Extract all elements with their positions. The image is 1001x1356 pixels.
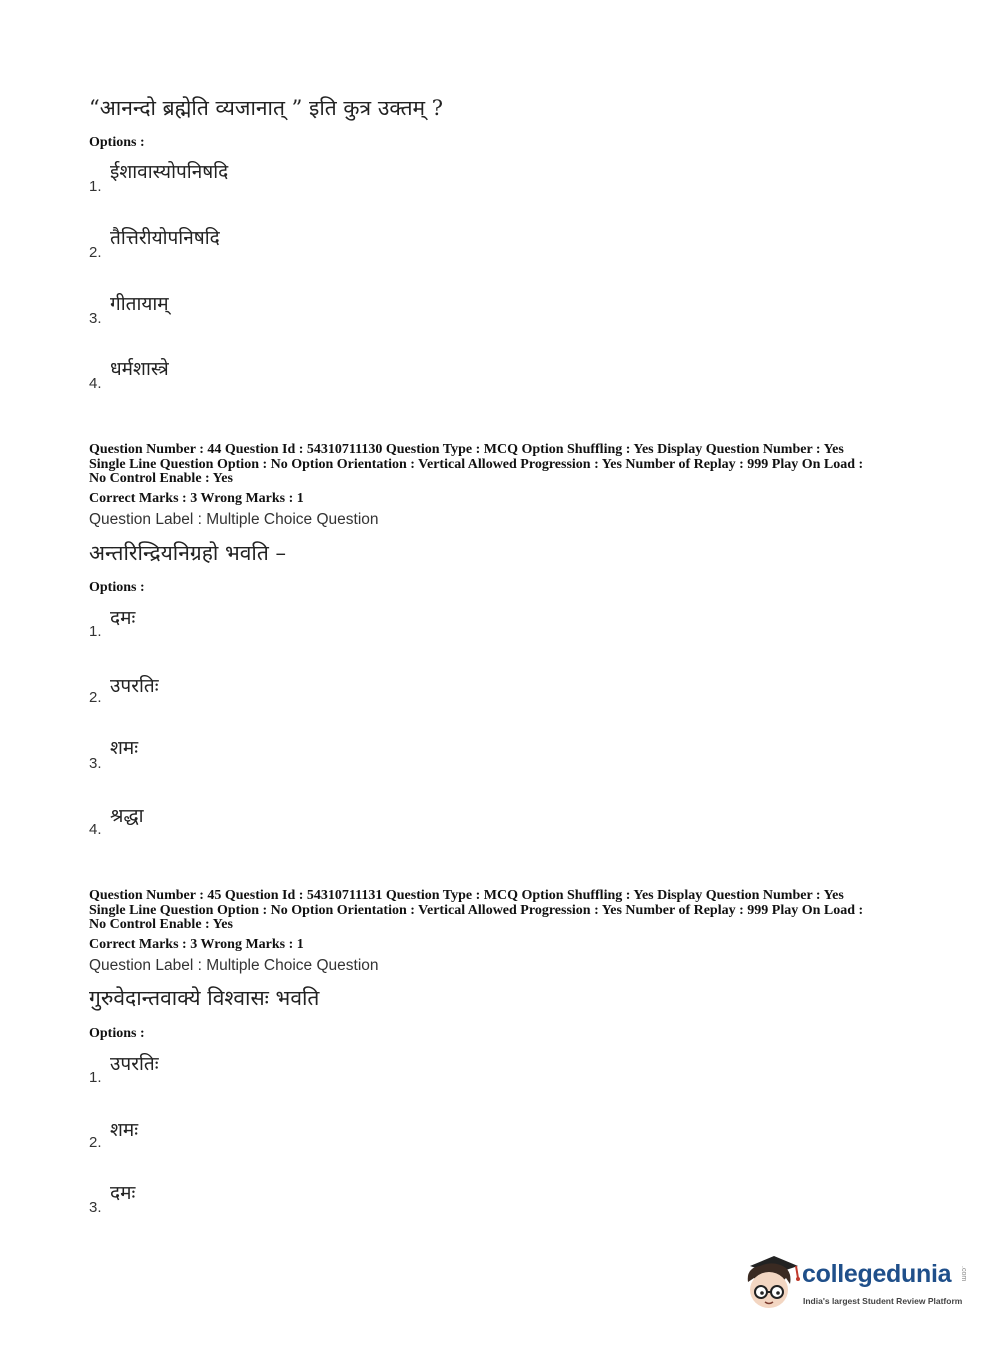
- question-45-option-2-text: शमः: [110, 1119, 139, 1141]
- question-43-option-2-text: तैत्तिरीयोपनिषदि: [110, 227, 220, 249]
- question-44-option-1-number: 1.: [89, 623, 102, 640]
- question-45-metadata: [89, 889, 919, 933]
- question-44-meta-line-3: No Control Enable : Yes: [89, 471, 233, 486]
- logo-wordmark: collegedunia: [802, 1260, 952, 1288]
- question-45-option-3-number: 3.: [89, 1199, 102, 1216]
- question-44-option-4-number: 4.: [89, 821, 102, 838]
- question-45-marks: Correct Marks : 3 Wrong Marks : 1: [89, 937, 304, 952]
- question-45-option-2-number: 2.: [89, 1134, 102, 1151]
- question-43-option-2-number: 2.: [89, 244, 102, 261]
- question-44-options-label: Options :: [89, 580, 145, 595]
- logo-tagline: India's largest Student Review Platform: [803, 1296, 963, 1306]
- question-44-meta-line-1: Question Number : 44 Question Id : 54310711130 Question Type : MCQ Option Shuffling : Yes Display Question Number : Yes: [89, 442, 844, 457]
- question-43-options-label: Options :: [89, 135, 145, 150]
- question-44-option-1-text: दमः: [110, 607, 136, 629]
- question-45-option-1-text: उपरतिः: [110, 1053, 159, 1075]
- question-44-metadata: [89, 443, 919, 487]
- question-43-option-3-number: 3.: [89, 310, 102, 327]
- question-44-meta-line-2: Single Line Question Option : No Option Orientation : Vertical Allowed Progression : Yes Number of Replay : 999 Play On Load :: [89, 456, 864, 472]
- question-44-text: अन्तरिन्द्रियनिग्रहो भवति –: [89, 541, 286, 565]
- question-45-meta-line-2: Single Line Question Option : No Option Orientation : Vertical Allowed Progression : Yes Number of Replay : 999 Play On Load :: [89, 902, 864, 918]
- mascot-icon: [740, 1252, 802, 1314]
- question-45-label: Question Label : Multiple Choice Question: [89, 957, 379, 974]
- question-45-options-label: Options :: [89, 1026, 145, 1041]
- question-44-label: Question Label : Multiple Choice Question: [89, 511, 379, 528]
- question-45-option-3-text: दमः: [110, 1182, 136, 1204]
- question-43-text: “आनन्दो ब्रह्मेति व्यजानात् ” इति कुत्र उक्तम् ?: [89, 96, 444, 120]
- question-43-option-1-number: 1.: [89, 178, 102, 195]
- collegedunia-logo: [740, 1250, 970, 1320]
- question-43-option-4-number: 4.: [89, 375, 102, 392]
- question-43-option-3-text: गीतायाम्: [110, 293, 169, 315]
- question-44-marks: Correct Marks : 3 Wrong Marks : 1: [89, 491, 304, 506]
- question-45-option-1-number: 1.: [89, 1069, 102, 1086]
- question-44-option-3-number: 3.: [89, 755, 102, 772]
- logo-domain-suffix: .com: [960, 1266, 967, 1282]
- question-45-meta-line-1: Question Number : 45 Question Id : 54310711131 Question Type : MCQ Option Shuffling : Yes Display Question Number : Yes: [89, 888, 844, 903]
- question-44-option-2-number: 2.: [89, 689, 102, 706]
- question-43-option-1-text: ईशावास्योपनिषदि: [110, 161, 229, 183]
- question-44-option-4-text: श्रद्धा: [110, 805, 144, 827]
- question-44-option-3-text: शमः: [110, 737, 139, 759]
- question-43-option-4-text: धर्मशास्त्रे: [110, 358, 169, 380]
- question-45-meta-line-3: No Control Enable : Yes: [89, 917, 233, 932]
- question-44-option-2-text: उपरतिः: [110, 675, 159, 697]
- question-45-text: गुरुवेदान्तवाक्ये विश्वासः भवति: [89, 986, 320, 1010]
